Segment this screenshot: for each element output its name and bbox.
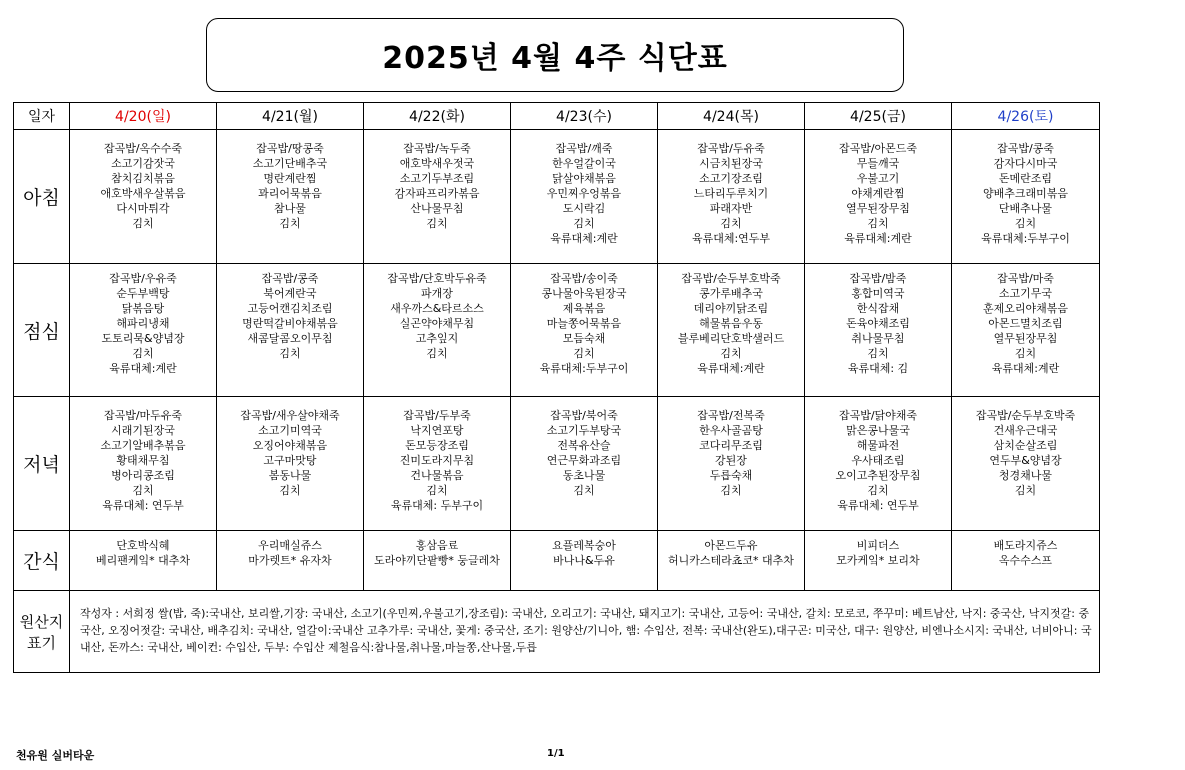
menu-item: 고등어캔김치조림: [247, 302, 333, 315]
menu-item: 김치: [573, 347, 595, 360]
breakfast-cell: [658, 130, 805, 264]
menu-item: 소고기알배추볶음: [100, 439, 186, 452]
menu-item: 단배추나물: [998, 202, 1053, 215]
dinner-cell: [511, 397, 658, 531]
menu-item: 잡곡밥/우유죽: [109, 272, 177, 285]
snack-cell: [364, 531, 511, 591]
menu-item: 김치: [279, 484, 301, 497]
menu-item: 김치: [279, 347, 301, 360]
menu-item: 동초나물: [562, 469, 606, 482]
day-header-tue: 4/22(화): [364, 103, 511, 130]
menu-item: 훈제오리야채볶음: [982, 302, 1068, 315]
menu-item: 잡곡밥/마두유죽: [103, 409, 183, 422]
menu-item: 닭볶음탕: [121, 302, 165, 315]
lunch-row: [14, 264, 1100, 397]
menu-item: 두릅숙채: [709, 469, 753, 482]
menu-item: 마가렛트* 유자차: [248, 554, 332, 567]
footer-page-number: 1/1: [547, 748, 565, 759]
menu-item: 도라야끼단팥빵* 둥글레차: [374, 554, 500, 567]
day-header-sat: 4/26(토): [952, 103, 1100, 130]
menu-item: 오이고추된장무침: [835, 469, 921, 482]
menu-item: 잡곡밥/밤죽: [849, 272, 907, 285]
snack-row: [14, 531, 1100, 591]
menu-item: 모카케잌* 보리차: [836, 554, 920, 567]
menu-item: 홍삼음료: [415, 539, 459, 552]
menu-item: 김치: [573, 484, 595, 497]
menu-item: 블루베리단호박샐러드: [677, 332, 785, 345]
menu-item: 한우얼갈이국: [552, 157, 616, 170]
day-header-sun: 4/20(일): [70, 103, 217, 130]
menu-item: 병아리콩조림: [111, 469, 175, 482]
menu-item: 잡곡밥/콩죽: [261, 272, 319, 285]
menu-item: 김치: [1014, 347, 1037, 360]
menu-item: 삼치순살조림: [993, 439, 1058, 452]
menu-item: 열무된장무침: [993, 332, 1058, 345]
menu-item: 육류대체:계란: [550, 232, 618, 245]
menu-item: 우리매실쥬스: [258, 539, 322, 552]
menu-item: 한식잡채: [856, 302, 900, 315]
header-row: [14, 103, 1100, 130]
origin-label: 원산지 표기: [14, 591, 70, 673]
menu-item: 시래기된장국: [111, 424, 175, 437]
menu-item: 아몬드멸치조림: [988, 317, 1063, 330]
breakfast-cell: [364, 130, 511, 264]
footer-organization: 천유원 실버타운: [16, 749, 95, 762]
menu-item: 김치: [867, 347, 889, 360]
menu-item: 소고기두부탕국: [546, 424, 622, 437]
breakfast-label: 아침: [14, 130, 70, 264]
menu-item: 돈육야채조림: [846, 317, 910, 330]
menu-item: 콩가루배추국: [699, 287, 763, 300]
menu-item: 잡곡밥/옥수수죽: [103, 142, 183, 155]
menu-item: 열무된장무침: [846, 202, 910, 215]
snack-label: 간식: [14, 531, 70, 591]
menu-item: 참나물: [274, 202, 306, 215]
menu-item: 참치김치볶음: [111, 172, 175, 185]
menu-item: 북어계란국: [263, 287, 317, 300]
menu-item: 육류대체:계란: [844, 232, 912, 245]
snack-cell: [217, 531, 364, 591]
menu-item: 도토리묵&양념장: [101, 332, 185, 345]
menu-item: 감자파프리카볶음: [394, 187, 480, 200]
menu-item: 잡곡밥/닭야채죽: [838, 409, 918, 422]
menu-item: 건새우근대국: [993, 424, 1058, 437]
menu-item: 소고기감잣국: [111, 157, 175, 170]
menu-item: 베리팬케잌* 대추차: [95, 554, 190, 567]
breakfast-cell: [217, 130, 364, 264]
breakfast-cell: [70, 130, 217, 264]
menu-item: 김치: [279, 217, 301, 230]
menu-item: 김치: [720, 484, 742, 497]
menu-item: 도시락김: [562, 202, 606, 215]
lunch-label: 점심: [14, 264, 70, 397]
menu-item: 해물파전: [856, 439, 900, 452]
menu-item: 잡곡밥/송이죽: [550, 272, 618, 285]
menu-item: 코다리무조림: [699, 439, 763, 452]
day-header-thu: 4/24(목): [658, 103, 805, 130]
menu-item: 육류대체:계란: [991, 362, 1060, 375]
menu-item: 옥수수스프: [998, 554, 1053, 567]
dinner-row: [14, 397, 1100, 531]
menu-item: 명란떡갈비야채볶음: [242, 317, 338, 330]
menu-item: 제육볶음: [562, 302, 606, 315]
day-header-mon: 4/21(월): [217, 103, 364, 130]
menu-item: 한우사골곰탕: [699, 424, 763, 437]
dinner-cell: [805, 397, 952, 531]
menu-item: 육류대체:계란: [109, 362, 177, 375]
menu-item: 김치: [573, 217, 595, 230]
menu-item: 소고기두부조림: [399, 172, 475, 185]
menu-item: 고추잎지: [415, 332, 459, 345]
menu-item: 잡곡밥/두부죽: [403, 409, 471, 422]
dinner-cell: [217, 397, 364, 531]
menu-item: 잡곡밥/단호박두유죽: [387, 272, 487, 285]
lunch-cell: [952, 264, 1100, 397]
menu-item: 잡곡밥/북어죽: [550, 409, 618, 422]
menu-item: 전복유산슬: [557, 439, 611, 452]
page-title: 2025년 4월 4주 식단표: [206, 18, 904, 92]
menu-item: 육류대체: 김: [847, 362, 909, 375]
menu-item: 건나물볶음: [410, 469, 464, 482]
menu-item: 소고기장조림: [699, 172, 763, 185]
menu-item: 봄동나물: [268, 469, 312, 482]
menu-item: 잡곡밥/마죽: [997, 272, 1054, 285]
snack-cell: [658, 531, 805, 591]
menu-item: 해물볶음우동: [699, 317, 763, 330]
menu-item: 김치: [426, 484, 448, 497]
menu-item: 애호박새우젓국: [399, 157, 475, 170]
menu-item: 연두부&양념장: [989, 454, 1062, 467]
menu-item: 김치: [426, 217, 448, 230]
origin-row: [14, 591, 1100, 673]
menu-item: 김치: [1014, 484, 1037, 497]
menu-item: 김치: [1014, 217, 1037, 230]
menu-item: 애호박새우살볶음: [100, 187, 186, 200]
lunch-cell: [217, 264, 364, 397]
menu-item: 파래자반: [709, 202, 753, 215]
menu-item: 잡곡밥/녹두죽: [403, 142, 471, 155]
menu-item: 맑은콩나물국: [846, 424, 910, 437]
dinner-cell: [364, 397, 511, 531]
menu-item: 낙지연포탕: [410, 424, 464, 437]
menu-item: 연근무화과조림: [546, 454, 622, 467]
menu-item: 마늘쫑어묵볶음: [546, 317, 622, 330]
menu-item: 취나물무침: [851, 332, 905, 345]
menu-item: 잡곡밥/콩죽: [997, 142, 1054, 155]
menu-item: 새우까스&타르소스: [390, 302, 484, 315]
menu-item: 청경채나물: [998, 469, 1053, 482]
menu-item: 육류대체:두부구이: [539, 362, 629, 375]
date-header-label: 일자: [14, 103, 70, 130]
menu-item: 잡곡밥/순두부호박죽: [975, 409, 1076, 422]
menu-item: 새콤달콤오이무침: [247, 332, 333, 345]
menu-item: 김치: [132, 484, 154, 497]
menu-item: 황태채무침: [116, 454, 170, 467]
dinner-cell: [70, 397, 217, 531]
meal-plan-table: [13, 102, 1100, 673]
dinner-cell: [658, 397, 805, 531]
lunch-cell: [511, 264, 658, 397]
menu-item: 단호박식혜: [116, 539, 170, 552]
menu-item: 육류대체: 연두부: [837, 499, 919, 512]
menu-item: 우사태조림: [851, 454, 905, 467]
menu-item: 소고기무국: [998, 287, 1053, 300]
menu-item: 콩나물아욱된장국: [541, 287, 627, 300]
menu-item: 육류대체:연두부: [691, 232, 771, 245]
lunch-cell: [805, 264, 952, 397]
snack-cell: [805, 531, 952, 591]
menu-item: 잡곡밥/새우살야채죽: [240, 409, 340, 422]
menu-item: 데리야끼닭조림: [693, 302, 769, 315]
menu-item: 소고기미역국: [258, 424, 322, 437]
menu-item: 고구마맛탕: [263, 454, 317, 467]
menu-item: 닭살야채볶음: [552, 172, 616, 185]
menu-item: 느타리두루치기: [693, 187, 769, 200]
menu-item: 홍합미역국: [851, 287, 905, 300]
menu-item: 돈모등장조림: [405, 439, 469, 452]
menu-item: 육류대체:두부구이: [981, 232, 1070, 245]
menu-item: 감자다시마국: [993, 157, 1058, 170]
lunch-cell: [658, 264, 805, 397]
menu-item: 육류대체:계란: [697, 362, 765, 375]
menu-item: 다시마튀각: [116, 202, 170, 215]
menu-item: 해파리냉채: [116, 317, 170, 330]
menu-item: 우민찌우엉볶음: [546, 187, 622, 200]
menu-item: 배도라지쥬스: [993, 539, 1058, 552]
menu-item: 산나물무침: [410, 202, 464, 215]
snack-cell: [952, 531, 1100, 591]
menu-item: 잡곡밥/두유죽: [697, 142, 765, 155]
menu-item: 돈메란조림: [998, 172, 1053, 185]
menu-item: 요플레복숭아: [552, 539, 616, 552]
menu-item: 잡곡밥/깨죽: [555, 142, 613, 155]
breakfast-row: [14, 130, 1100, 264]
menu-item: 야채계란찜: [851, 187, 905, 200]
menu-item: 비피더스: [856, 539, 900, 552]
menu-item: 김치: [426, 347, 448, 360]
menu-item: 실곤약야채무침: [399, 317, 475, 330]
menu-item: 아몬드두유: [704, 539, 758, 552]
snack-cell: [511, 531, 658, 591]
dinner-label: 저녁: [14, 397, 70, 531]
menu-item: 잡곡밥/순두부호박죽: [681, 272, 781, 285]
menu-item: 우불고기: [856, 172, 900, 185]
menu-item: 잡곡밥/전복죽: [697, 409, 765, 422]
menu-item: 오징어야채볶음: [252, 439, 328, 452]
menu-item: 바나나&두유: [553, 554, 615, 567]
day-header-wed: 4/23(수): [511, 103, 658, 130]
snack-cell: [70, 531, 217, 591]
menu-item: 소고기단배추국: [252, 157, 328, 170]
menu-item: 잡곡밥/아몬드죽: [838, 142, 918, 155]
day-header-fri: 4/25(금): [805, 103, 952, 130]
lunch-cell: [70, 264, 217, 397]
menu-item: 파개장: [421, 287, 453, 300]
menu-item: 김치: [867, 484, 889, 497]
menu-item: 순두부백탕: [116, 287, 170, 300]
origin-text: 작성자 : 서희정 쌀(밥, 죽):국내산, 보리쌀,기장: 국내산, 소고기(우민찌,우불고기,장조림): 국내산, 오리고기: 국내산, 돼지고기: 국내산, 고등어: 국내산, 갈치: 모로코, 쭈꾸미: 베트남산, 낙지: 중국산, 낙지젓갈: 중국산, 오징어젓갈: 국내산, 배추김치: 국내산, 얼갈이:국내산 고추가루: 국내산, 꽃게: 중국산, 조기: 원양산/기니아, 햄: 수입산, 전복: 국내산(완도),대구곤: 미국산, 대구: 원양산, 비엔나소시지: 국내산, 너비아니: 국내산, 돈까스: 국내산, 베이컨: 수입산, 두부: 수입산 제철음식:참나물,취나물,마늘쫑,산나물,두릅: [70, 591, 1100, 673]
menu-item: 꽈리어묵볶음: [258, 187, 322, 200]
breakfast-cell: [805, 130, 952, 264]
lunch-cell: [364, 264, 511, 397]
menu-item: 김치: [720, 217, 742, 230]
menu-item: 양배추크래미볶음: [982, 187, 1068, 200]
menu-item: 김치: [132, 347, 154, 360]
menu-item: 시금치된장국: [699, 157, 763, 170]
menu-item: 강된장: [715, 454, 747, 467]
breakfast-cell: [511, 130, 658, 264]
menu-item: 무들깨국: [856, 157, 900, 170]
menu-item: 김치: [867, 217, 889, 230]
menu-item: 김치: [132, 217, 154, 230]
breakfast-cell: [952, 130, 1100, 264]
menu-item: 명란계란찜: [263, 172, 317, 185]
menu-item: 모듬숙채: [562, 332, 606, 345]
menu-item: 육류대체: 연두부: [102, 499, 184, 512]
menu-item: 잡곡밥/땅콩죽: [256, 142, 324, 155]
menu-item: 김치: [720, 347, 742, 360]
menu-item: 육류대체: 두부구이: [390, 499, 484, 512]
menu-item: 진미도라지무침: [399, 454, 475, 467]
dinner-cell: [952, 397, 1100, 531]
menu-item: 허니카스테라쵸코* 대추차: [668, 554, 794, 567]
